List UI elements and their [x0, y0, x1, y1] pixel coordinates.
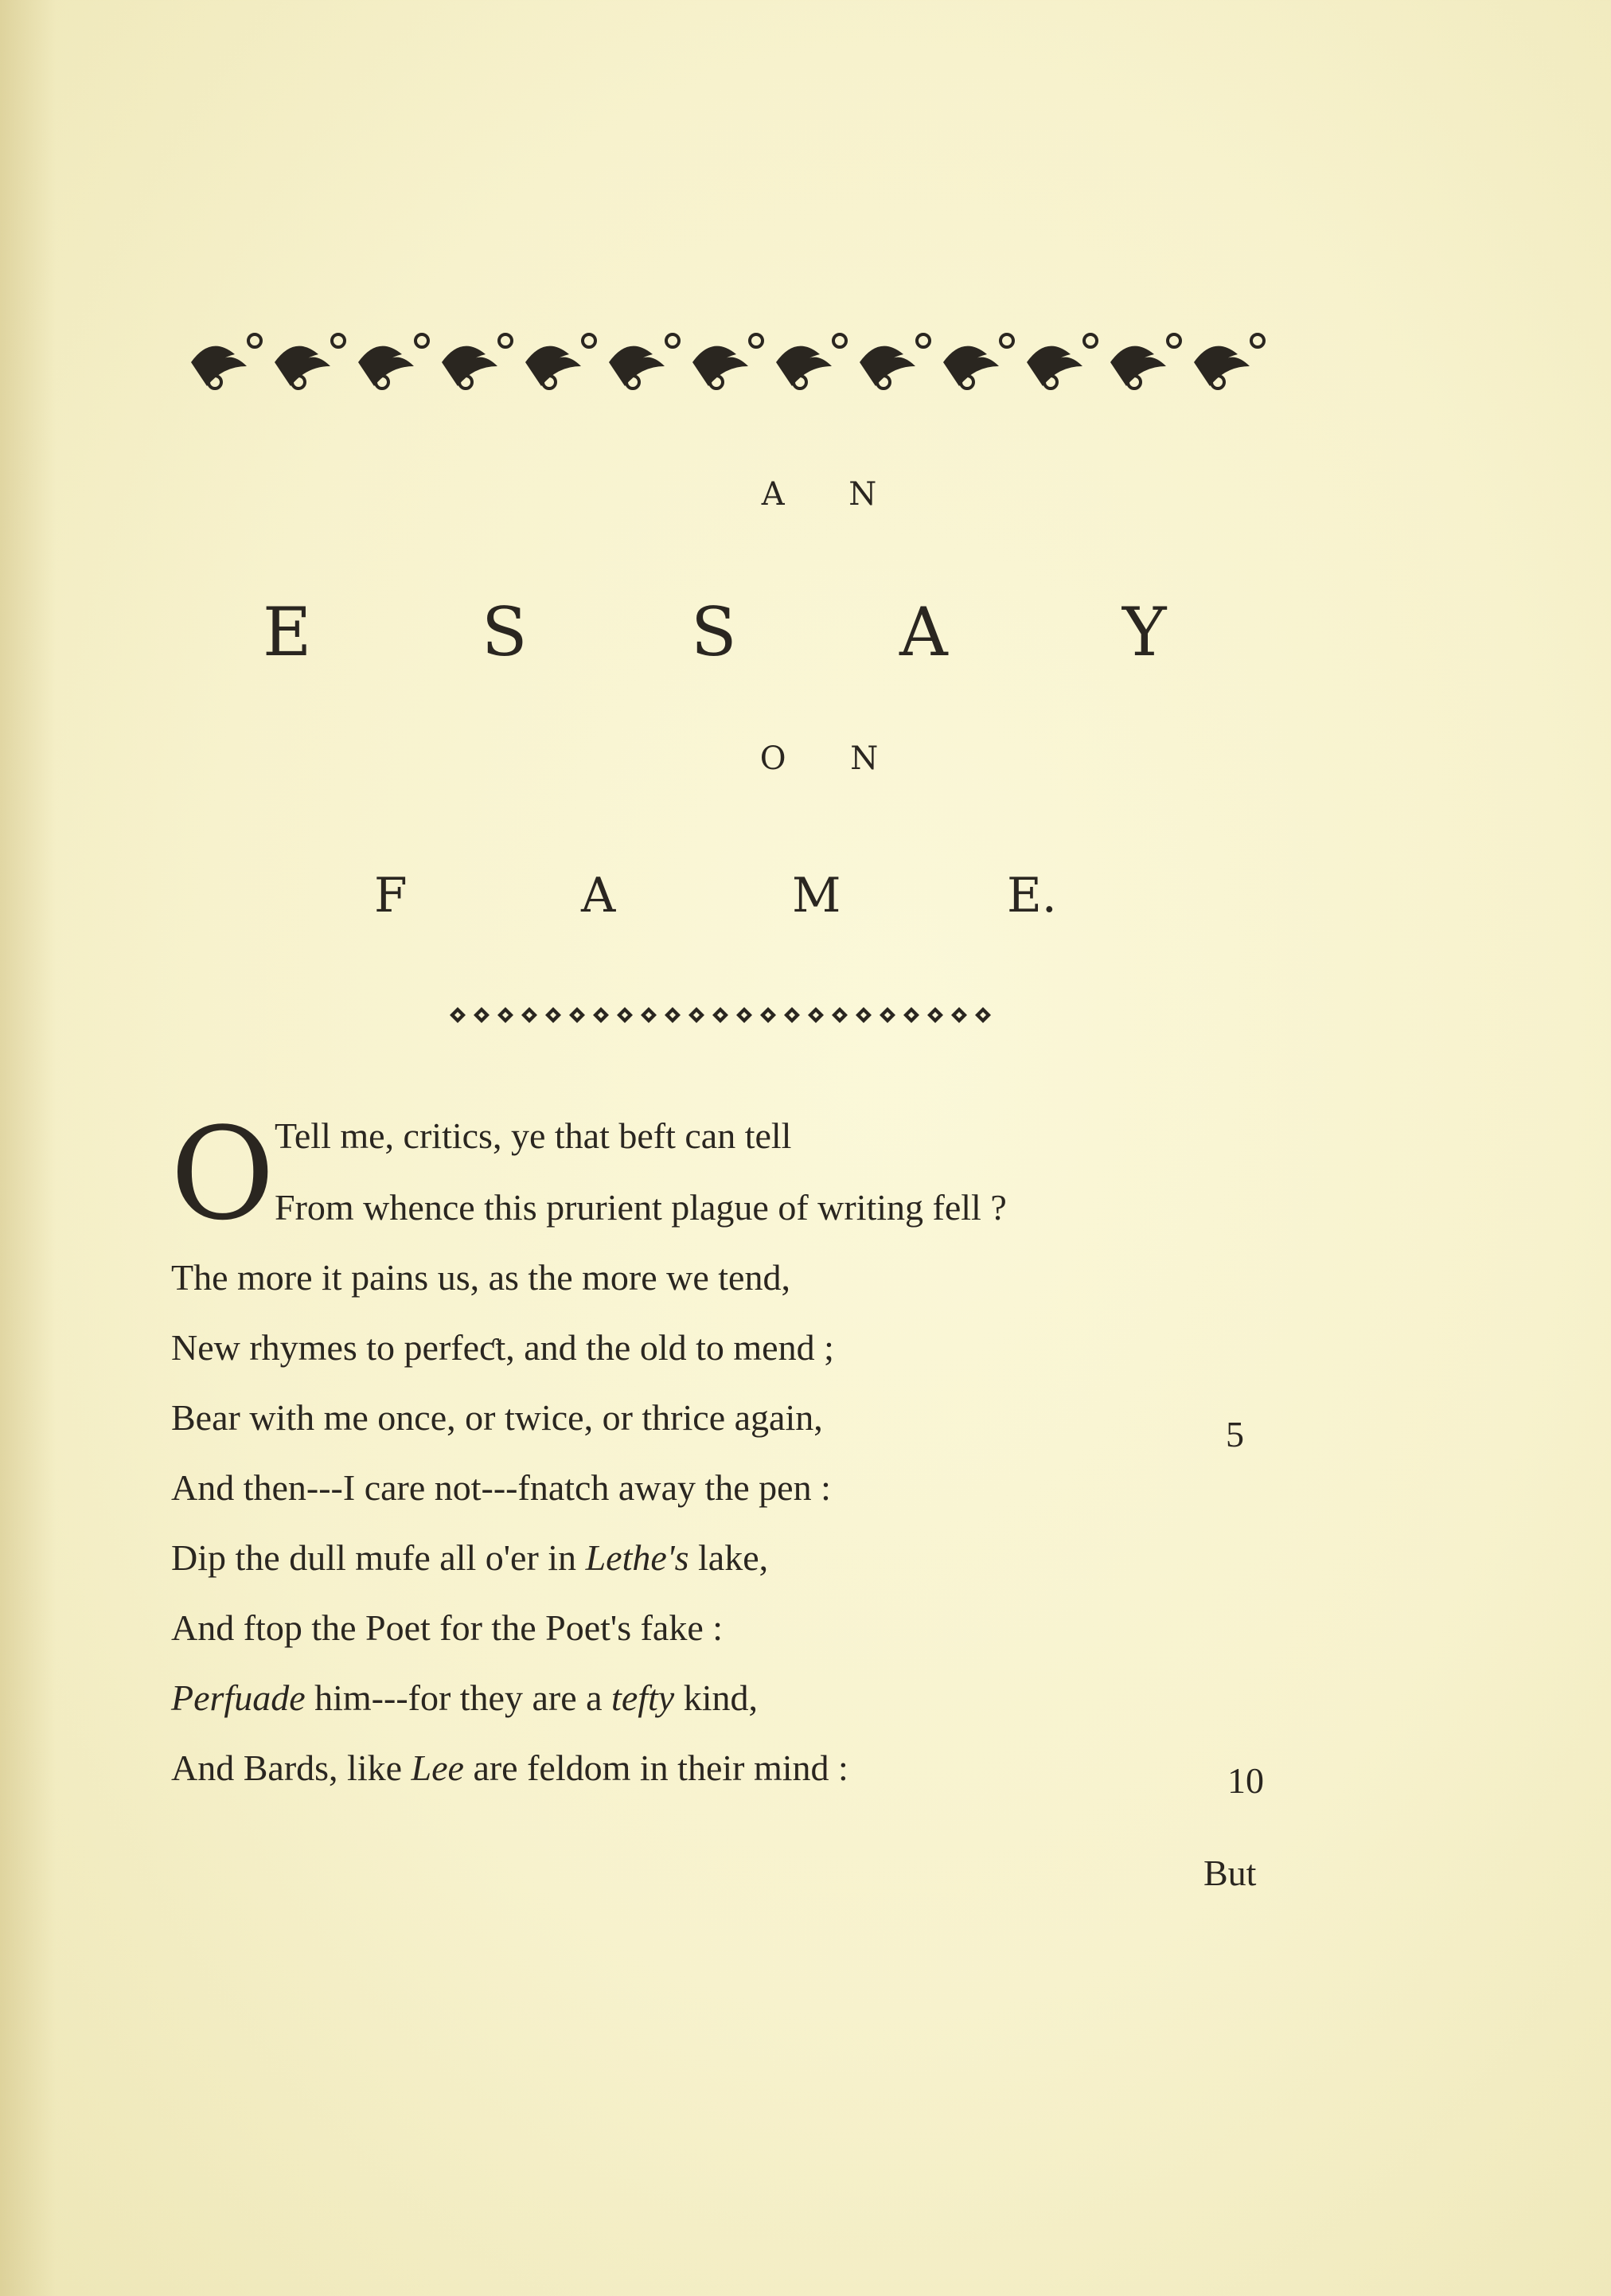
fleuron: [497, 1007, 513, 1023]
line-text: Tell me, critics, ye that beft can tell: [275, 1115, 792, 1156]
leaf-sprig: [191, 346, 247, 386]
title-fame-letter: A: [581, 868, 616, 923]
fleuron: [617, 1007, 633, 1023]
divider-ornament: [438, 1003, 995, 1027]
catchword: But: [1203, 1853, 1257, 1893]
fleuron: [688, 1007, 704, 1023]
poem-line: [171, 1677, 758, 1719]
floral-ornament-band: [175, 318, 1274, 398]
fleuron: [593, 1007, 609, 1023]
line-text: The more it pains us, as the more we tend,: [171, 1257, 790, 1298]
title-essay-letter: S: [482, 593, 528, 671]
flower-bud: [248, 334, 261, 347]
title-fame-letter: F: [374, 868, 408, 923]
poem-line: [275, 1115, 791, 1157]
title-fame-letter: M: [792, 868, 841, 923]
leaf-sprig: [776, 346, 832, 386]
flower-bud: [583, 334, 595, 347]
title-fame-letter: E.: [1007, 868, 1057, 923]
italic-word: Lethe's: [585, 1537, 689, 1578]
poem-line: [171, 1747, 848, 1789]
italic-word: tefty: [611, 1677, 675, 1718]
fleuron: [975, 1007, 991, 1023]
line-text: kind,: [674, 1677, 759, 1718]
fleuron: [951, 1007, 967, 1023]
leaf-sprig: [525, 346, 581, 386]
fleuron: [665, 1007, 681, 1023]
flower-bud: [415, 334, 428, 347]
poem-line: [275, 1186, 1007, 1228]
title-an: A N: [761, 476, 904, 513]
drop-cap: O: [170, 1099, 275, 1248]
poem-line: [171, 1466, 831, 1509]
poem-line: [171, 1607, 723, 1649]
page-edge-shadow: [0, 0, 56, 2296]
line-text: Dip the dull mufe all o'er in: [171, 1537, 586, 1578]
fleuron: [712, 1007, 728, 1023]
poem-line: [171, 1396, 823, 1439]
line-text: are feldom in their mind :: [463, 1747, 848, 1788]
fleuron: [569, 1007, 585, 1023]
flower-bud: [917, 334, 930, 347]
title-essay-letter: E: [263, 593, 312, 671]
fleuron: [545, 1007, 561, 1023]
line-text: And Bards, like: [171, 1747, 412, 1788]
italic-word: Lee: [411, 1747, 464, 1788]
poem-line: [171, 1326, 834, 1369]
leaf-sprig: [609, 346, 665, 386]
fleuron: [856, 1007, 872, 1023]
line-number: 5: [1226, 1414, 1244, 1455]
flower-bud: [1001, 334, 1013, 347]
leaf-sprig: [1194, 346, 1250, 386]
title-on: O N: [759, 740, 906, 777]
leaf-sprig: [860, 346, 915, 386]
leaf-sprig: [358, 346, 414, 386]
flower-bud: [499, 334, 512, 347]
flower-bud: [1251, 334, 1264, 347]
flower-bud: [1168, 334, 1180, 347]
title-essay-letter: Y: [1122, 593, 1167, 671]
flower-bud: [750, 334, 763, 347]
fleuron: [760, 1007, 776, 1023]
leaf-sprig: [1027, 346, 1082, 386]
fleuron: [450, 1007, 466, 1023]
line-text: And ftop the Poet for the Poet's fake :: [171, 1607, 724, 1648]
line-text: From whence this prurient plague of writing fell ?: [275, 1187, 1007, 1228]
italic-word: Perfuade: [171, 1677, 306, 1718]
fleuron: [474, 1007, 490, 1023]
line-text: Bear with me once, or twice, or thrice again,: [171, 1397, 823, 1438]
flower-bud: [332, 334, 345, 347]
fleuron: [808, 1007, 824, 1023]
fleuron: [880, 1007, 895, 1023]
line-text: him---for they are a: [305, 1677, 612, 1718]
fleuron: [521, 1007, 537, 1023]
fleuron: [784, 1007, 800, 1023]
fleuron: [641, 1007, 657, 1023]
title-essay-letter: A: [899, 593, 948, 671]
leaf-sprig: [275, 346, 330, 386]
line-text: lake,: [688, 1537, 769, 1578]
fleuron: [903, 1007, 919, 1023]
fleuron: [736, 1007, 752, 1023]
leaf-sprig: [442, 346, 497, 386]
flower-bud: [666, 334, 679, 347]
line-number: 10: [1227, 1760, 1264, 1801]
leaf-sprig: [1110, 346, 1166, 386]
line-text: New rhymes to perfeƈt, and the old to mend ;: [171, 1327, 834, 1368]
poem-line: [171, 1537, 768, 1579]
fleuron: [832, 1007, 848, 1023]
poem-line: [171, 1256, 790, 1298]
flower-bud: [833, 334, 846, 347]
leaf-sprig: [692, 346, 748, 386]
line-text: And then---I care not---fnatch away the pen :: [171, 1467, 831, 1508]
fleuron: [927, 1007, 943, 1023]
flower-bud: [1084, 334, 1097, 347]
leaf-sprig: [943, 346, 999, 386]
title-essay-letter: S: [691, 593, 737, 671]
